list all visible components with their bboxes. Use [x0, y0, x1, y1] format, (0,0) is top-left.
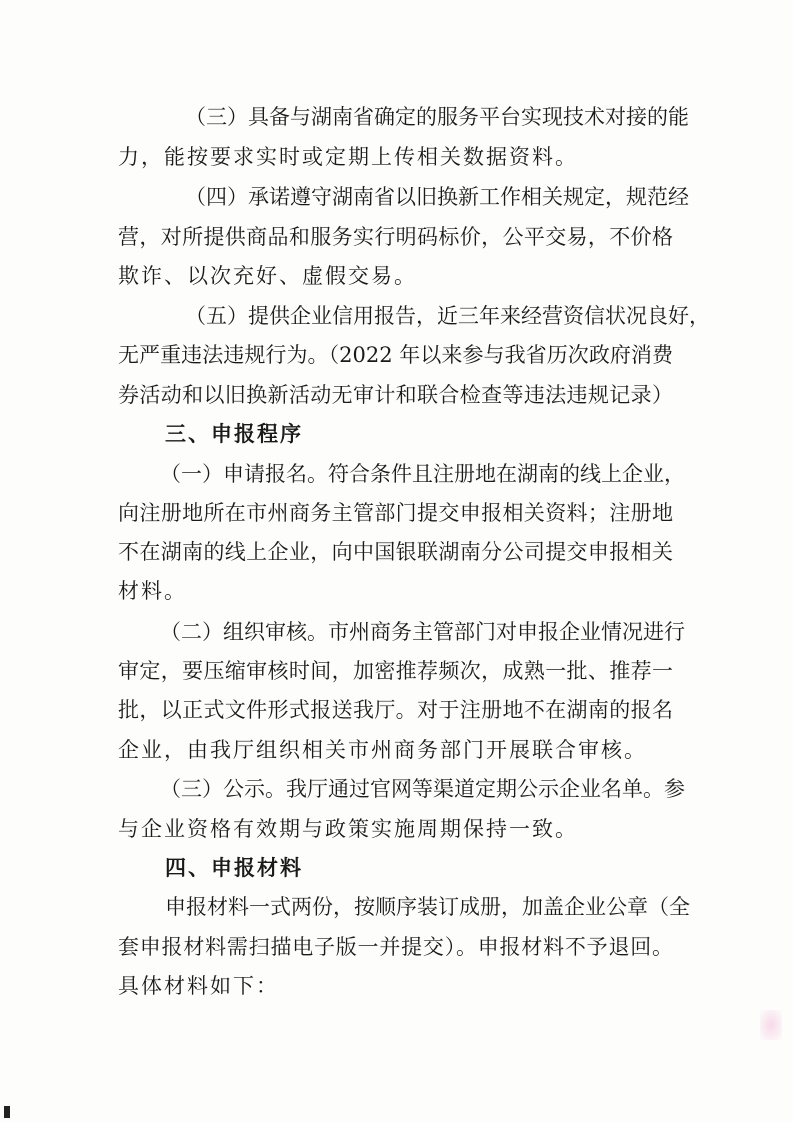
- paragraph-5-line-3: 券活动和以旧换新活动无审计和联合检查等违法违规记录）: [118, 383, 673, 407]
- paragraph-4-line-1: （四）承诺遵守湖南省以旧换新工作相关规定，规范经: [185, 185, 689, 209]
- scan-edge-mark: [4, 1106, 10, 1118]
- procedure-1-line-2: 向注册地所在市州商务主管部门提交申报相关资料；注册地: [118, 501, 673, 525]
- procedure-3-line-1: （三）公示。我厅通过官网等渠道定期公示企业名单。参: [160, 777, 685, 801]
- procedure-2-line-3: 批，以正式文件形式报送我厅。对于注册地不在湖南的报名: [118, 698, 673, 722]
- paragraph-4-line-3: 欺诈、以次充好、虚假交易。: [118, 264, 417, 288]
- paragraph-5-line-2: 无严重违法违规行为。（2022 年以来参与我省历次政府消费: [118, 343, 673, 367]
- paragraph-3-line-2: 力，能按要求实时或定期上传相关数据资料。: [118, 145, 578, 169]
- paragraph-3-line-1: （三）具备与湖南省确定的服务平台实现技术对接的能: [185, 105, 689, 129]
- procedure-2-line-4: 企业，由我厅组织相关市州商务部门开展联合审核。: [118, 738, 647, 762]
- materials-line-2: 套申报材料需扫描电子版一并提交）。申报材料不予退回。: [118, 935, 673, 959]
- procedure-1-line-4: 材料。: [118, 579, 187, 603]
- materials-line-1: 申报材料一式两份，按顺序装订成册，加盖企业公章（全: [165, 895, 690, 919]
- procedure-2-line-2: 审定，要压缩审核时间，加密推荐频次，成熟一批、推荐一: [118, 659, 673, 683]
- procedure-2-line-1: （二）组织审核。市州商务主管部门对申报企业情况进行: [160, 620, 685, 644]
- paragraph-5-line-1: （五）提供企业信用报告，近三年来经营资信状况良好，: [185, 304, 710, 328]
- paragraph-4-line-2: 营，对所提供商品和服务实行明码标价，公平交易，不价格: [118, 225, 673, 249]
- procedure-1-line-3: 不在湖南的线上企业，向中国银联湖南分公司提交申报相关: [118, 540, 673, 564]
- materials-line-3: 具体材料如下：: [118, 974, 279, 998]
- section-heading-procedure: 三、申报程序: [165, 422, 303, 446]
- scan-color-smudge: [760, 1010, 782, 1040]
- section-heading-materials: 四、申报材料: [165, 856, 303, 880]
- procedure-1-line-1: （一）申请报名。符合条件且注册地在湖南的线上企业，: [160, 462, 685, 486]
- procedure-3-line-2: 与企业资格有效期与政策实施周期保持一致。: [118, 817, 578, 841]
